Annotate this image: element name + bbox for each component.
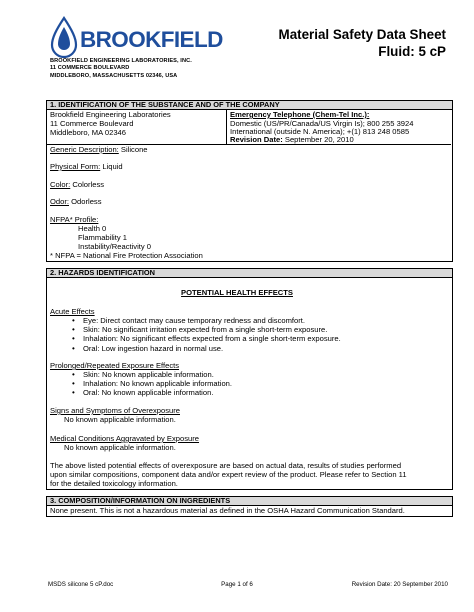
address-line: 11 Commerce Boulevard <box>50 119 134 128</box>
generic-value: Silicone <box>120 145 148 154</box>
revision-value: September 20, 2010 <box>284 135 354 144</box>
footer-filename: MSDS silicone 5 cP.doc <box>48 581 114 588</box>
emergency-line: Domestic (US/PR/Canada/US Virgin Is); 800 255 3924 <box>230 119 414 128</box>
nfpa-item: Flammability 1 <box>78 233 127 242</box>
emergency-line: International (outside N. America); +(1) 813 248 0585 <box>230 127 410 136</box>
section2-heading: 2. HAZARDS IDENTIFICATION <box>46 268 453 278</box>
acute-effects-label: Acute Effects <box>50 307 95 316</box>
company-line: BROOKFIELD ENGINEERING LABORATORIES, INC. <box>50 58 192 64</box>
color-field <box>50 180 104 189</box>
address-line: Brookfield Engineering Laboratories <box>50 110 171 119</box>
list-item: • Skin: No known applicable information. <box>72 370 232 379</box>
nfpa-item: Instability/Reactivity 0 <box>78 242 152 251</box>
address-line: Middleboro, MA 02346 <box>50 128 126 137</box>
nfpa-label: NFPA* Profile: <box>50 215 99 224</box>
subtitle-line: Fluid: 5 cP <box>378 44 446 60</box>
list-item: • Inhalation: No significant effects expected from a single short-term exposure. <box>72 334 341 343</box>
signs-symptoms-label: Signs and Symptoms of Overexposure <box>50 406 180 415</box>
list-item: • Oral: No known applicable information. <box>72 388 232 397</box>
physical-value: Liquid <box>102 162 123 171</box>
paragraph-line: for the detailed toxicology information. <box>50 479 178 488</box>
physical-form <box>50 162 123 171</box>
acute-effects-list <box>72 316 341 353</box>
medical-conditions-value: No known applicable information. <box>64 443 176 452</box>
color-label: Color: <box>50 180 71 189</box>
list-item: • Eye: Direct contact may cause temporary redness and discomfort. <box>72 316 341 325</box>
nfpa-note: * NFPA = National Fire Protection Association <box>50 251 203 260</box>
logo-text: BROOKFIELD <box>80 27 223 52</box>
footer-page-number: Page 1 of 6 <box>221 581 253 588</box>
odor-value: Odorless <box>71 197 102 206</box>
title-line: Material Safety Data Sheet <box>278 27 446 42</box>
medical-conditions-label: Medical Conditions Aggravated by Exposure <box>50 434 200 443</box>
revision-date <box>230 135 354 144</box>
company-line: MIDDLEBORO, MASSACHUSETTS 02346, USA <box>50 72 178 79</box>
list-item: • Skin: No significant irritation expected from a single short-term exposure. <box>72 325 341 334</box>
prolonged-effects-list <box>72 370 232 398</box>
section1-heading: 1. IDENTIFICATION OF THE SUBSTANCE AND OF THE COMPANY <box>46 100 453 110</box>
signs-symptoms-value: No known applicable information. <box>64 415 176 424</box>
emergency-title: Emergency Telephone (Chem-Tel Inc.): <box>230 110 370 119</box>
paragraph-line: upon similar compositions, component data and/or expert review of the product. Please refer to Section 11 <box>50 470 407 479</box>
potential-health-effects-heading: POTENTIAL HEALTH EFFECTS <box>181 288 293 297</box>
generic-description <box>50 145 148 154</box>
prolonged-effects-label: Prolonged/Repeated Exposure Effects <box>50 361 180 370</box>
section3-heading: 3. COMPOSITION/INFORMATION ON INGREDIENTS <box>46 496 453 506</box>
physical-label: Physical Form: <box>50 162 101 171</box>
section3-text: None present. This is not a hazardous material as defined in the OSHA Hazard Communication Standard. <box>50 506 405 515</box>
generic-label: Generic Description: <box>50 145 119 154</box>
list-item: • Inhalation: No known applicable information. <box>72 379 232 388</box>
odor-label: Odor: <box>50 197 69 206</box>
document-title <box>279 26 446 60</box>
company-address-block <box>50 58 192 80</box>
logo-drop-icon <box>50 16 240 58</box>
paragraph-line: The above listed potential effects of overexposure are based on actual data, results of studies performed <box>50 461 402 470</box>
list-item: • Oral: Low ingestion hazard in normal use. <box>72 344 341 353</box>
color-value: Colorless <box>72 180 105 189</box>
nfpa-item: Health 0 <box>78 224 107 233</box>
company-line: 11 COMMERCE BOULEVARD <box>50 65 130 72</box>
section1-divider <box>226 110 227 144</box>
revision-label: Revision Date: <box>230 135 283 144</box>
odor-field <box>50 197 102 206</box>
footer-revision: Revision Date: 20 September 2010 <box>351 581 448 588</box>
